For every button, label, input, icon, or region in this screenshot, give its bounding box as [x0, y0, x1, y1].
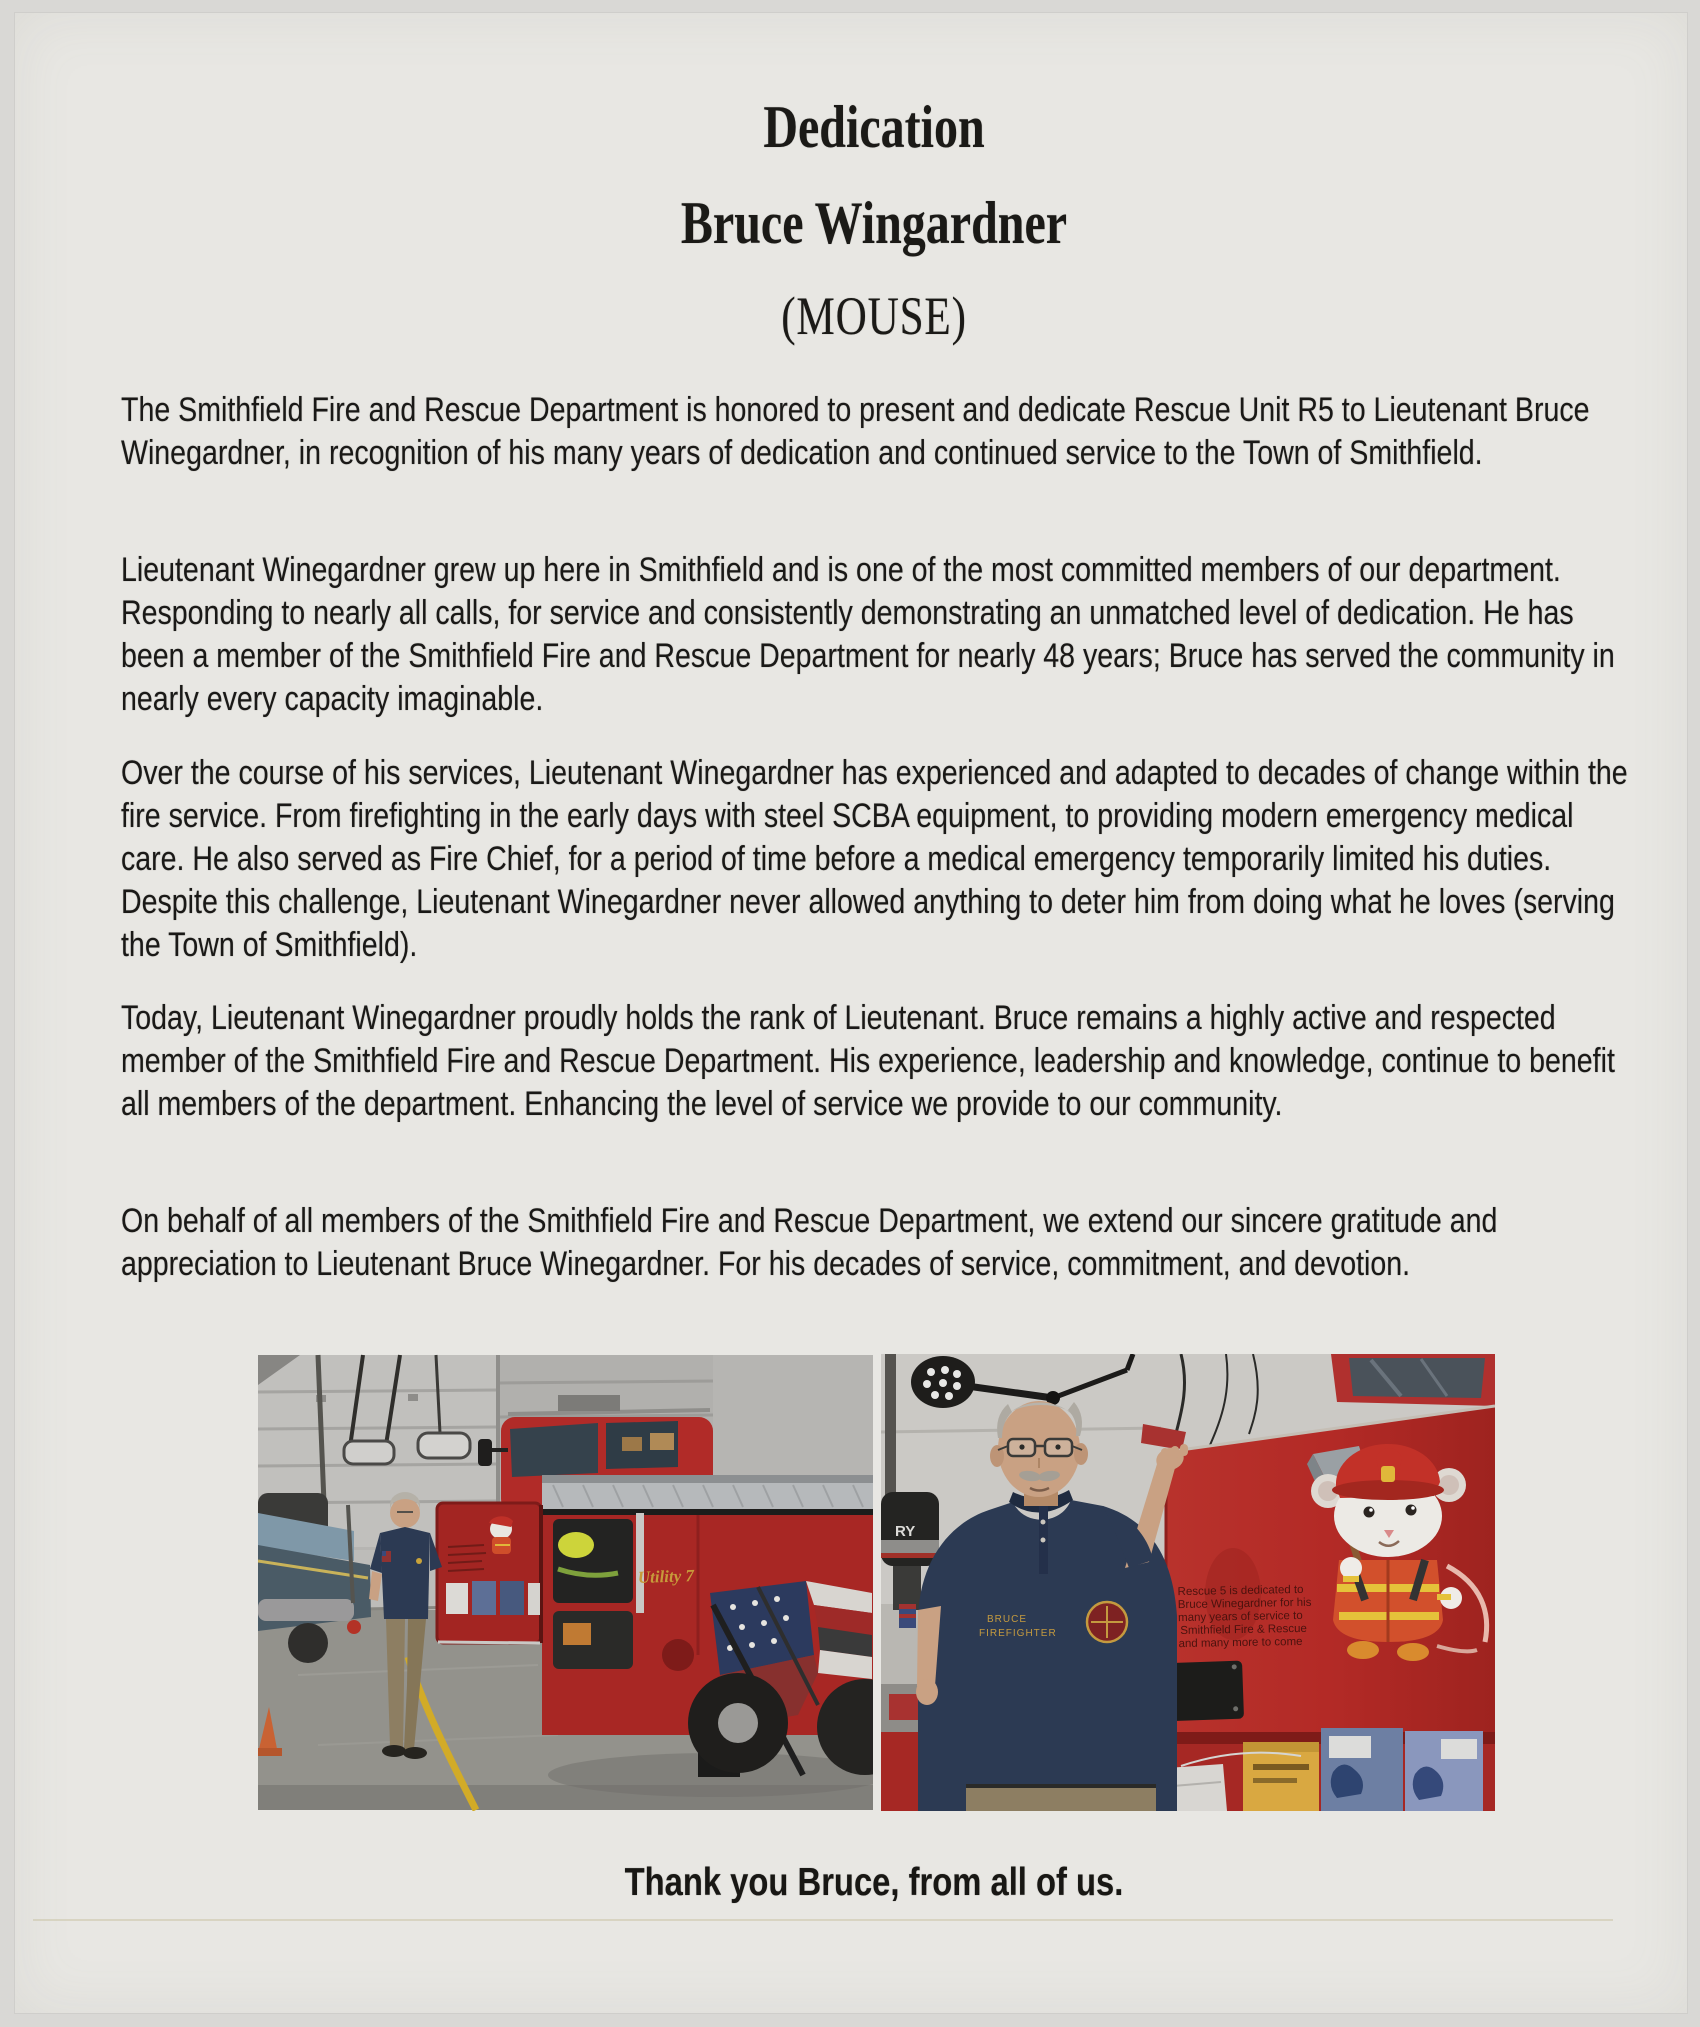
paragraph-4: Today, Lieutenant Winegardner proudly holds the rank of Lieutenant. Bruce remains a highly active and respected member of the Smithfield Fire and Rescue Department. His experience, leadership and knowledge, continue to benefit all members of the department. Enhancing the level of service we provide to our community.: [121, 999, 1615, 1123]
truck-unit-label: Utility 7: [637, 1566, 695, 1587]
scan-page: [14, 12, 1688, 2014]
shirt-name-line2: FIREFIGHTER: [979, 1628, 1057, 1639]
department-emblem: [1087, 1602, 1127, 1642]
open-truck-door: [437, 1503, 541, 1643]
paragraph-3: Over the course of his services, Lieutenant Winegardner has experienced and adapted to decades of change within the fire service. From firefighting in the early days with steel SCBA equipment, to providing modern emergency medical care. He also served as Fire Chief, for a period of time before a medical emergency temporarily limited his duties. Despite this challenge, Lieutenant Winegardner never allowed anything to deter him from doing what he loves (serving the Town of Smithfield).: [121, 754, 1628, 964]
photo-right-bruce-door: [881, 1354, 1495, 1811]
paragraph-5: On behalf of all members of the Smithfield Fire and Rescue Department, we extend our sincere gratitude and appreciation to Lieutenant Bruce Winegardner. For his decades of service, commitment, and devotion.: [121, 1202, 1498, 1283]
page-subtitle: Bruce Wingardner: [680, 190, 1068, 256]
paragraph-2: Lieutenant Winegardner grew up here in Smithfield and is one of the most committed members of our department. Responding to nearly all calls, for service and consistently demonstrating an unmatched level of dedication. He has been a member of the Smithfield Fire and Rescue Department for nearly 48 years; Bruce has served the community in nearly every capacity imaginable.: [121, 551, 1615, 718]
wall-pole: [885, 1354, 896, 1514]
shirt-name-line1: BRUCE: [987, 1614, 1028, 1625]
dedication-door: [1160, 1406, 1495, 1760]
closing-caption: Thank you Bruce, from all of us.: [624, 1861, 1124, 1904]
scan-crease-line: [33, 1919, 1613, 1921]
svg-text:Smithfield Fire & Rescue: Smithfield Fire & Rescue: [1180, 1622, 1307, 1638]
truck-cab-background: [1331, 1354, 1495, 1406]
motor-brand-label: RY: [895, 1523, 916, 1540]
svg-text:many years of service to: many years of service to: [1177, 1609, 1303, 1625]
dedication-decal-text: [1178, 1584, 1313, 1650]
svg-text:Rescue 5 is dedicated to: Rescue 5 is dedicated to: [1177, 1583, 1304, 1599]
mini-mouse-decal: [489, 1516, 513, 1554]
page-title: Dedication: [763, 94, 985, 160]
page-nickname: (MOUSE): [781, 286, 967, 346]
paragraph-1: The Smithfield Fire and Rescue Department is honored to present and dedicate Rescue Unit R5 to Lieutenant Bruce Winegardner, in recognition of his many years of dedication and continued service to the Town of Smithfield.: [121, 391, 1590, 472]
svg-text:and many more to come: and many more to come: [1178, 1635, 1303, 1651]
photo-left-truck-bay: [258, 1354, 873, 1811]
svg-text:Bruce Winegardner for his: Bruce Winegardner for his: [1177, 1596, 1312, 1612]
